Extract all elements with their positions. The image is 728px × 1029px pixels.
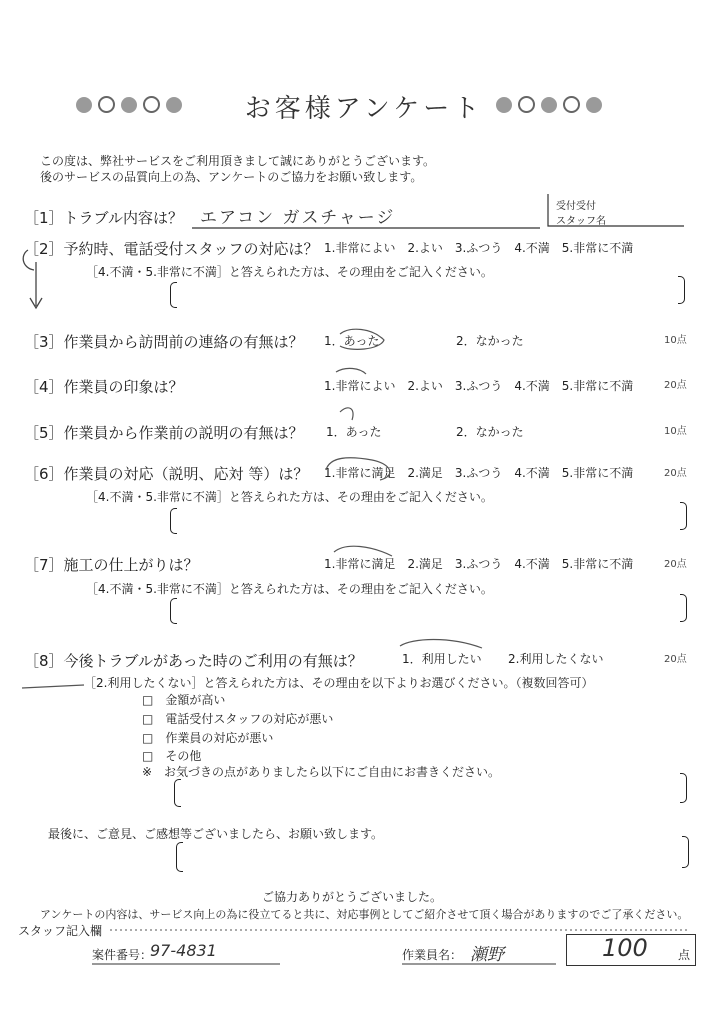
q2-check-mark bbox=[23, 250, 34, 270]
q8-label: ［8］今後トラブルがあった時のご利用の有無は？ bbox=[24, 652, 363, 670]
q6-points: 20点 bbox=[664, 468, 687, 479]
q7-note: ［4.不満・5.非常に不満］と答えられた方は、その理由をご記入ください。 bbox=[86, 582, 493, 596]
worker-name-label: 作業員名： bbox=[402, 948, 463, 962]
staff-column-label: スタッフ記入欄 bbox=[18, 924, 103, 938]
q8-selection-mark bbox=[400, 640, 482, 649]
q8-choice-phone-staff[interactable]: □ 電話受付スタッフの対応が悪い bbox=[142, 712, 334, 726]
q6-note: ［4.不満・5.非常に不満］と答えられた方は、その理由をご記入ください。 bbox=[86, 490, 493, 504]
q3-option-2: 2．なかった bbox=[456, 334, 524, 348]
staff-box-label-1: 受付受付 bbox=[556, 201, 596, 212]
intro-line-2: 後のサービスの品質向上の為、アンケートのご協力をお願い致します。 bbox=[40, 170, 423, 184]
final-comment-prompt: 最後に、ご意見、ご感想等ございましたら、お願い致します。 bbox=[48, 827, 384, 841]
q3-selection-circle bbox=[340, 329, 384, 349]
q6-selection-circle bbox=[326, 458, 390, 480]
q3-option-1: 1．あった bbox=[324, 334, 380, 348]
q5-selection-mark bbox=[340, 408, 353, 420]
q2-label: ［2］予約時、電話受付スタッフの対応は？ bbox=[24, 240, 319, 258]
staff-box-label-2: スタッフ名 bbox=[556, 216, 606, 227]
q7-points: 20点 bbox=[664, 559, 687, 570]
q8-stroke bbox=[22, 685, 84, 688]
q5-option-1: 1．あった bbox=[326, 425, 382, 439]
q7-options: 1.非常に満足 2.満足 3.ふつう 4.不満 5.非常に不満 bbox=[324, 557, 634, 571]
q3-label: ［3］作業員から訪問前の連絡の有無は？ bbox=[24, 333, 304, 351]
q5-points: 10点 bbox=[664, 426, 687, 437]
score-value: 100 bbox=[602, 934, 648, 962]
thanks-text: ご協力ありがとうございました。 bbox=[262, 890, 443, 904]
worker-name-value: 瀬野 bbox=[470, 945, 504, 965]
q2-note: ［4.不満・5.非常に不満］と答えられた方は、その理由をご記入ください。 bbox=[86, 265, 493, 279]
q8-option-1: 1．利用したい bbox=[402, 652, 482, 666]
q2-options: 1.非常によい 2.よい 3.ふつう 4.不満 5.非常に不満 bbox=[324, 241, 634, 255]
intro-line-1: この度は、弊社サービスをご利用頂きまして誠にありがとうございます。 bbox=[40, 154, 436, 168]
q6-options: 1.非常に満足 2.満足 3.ふつう 4.不満 5.非常に不満 bbox=[324, 466, 634, 480]
q8-option-2: 2.利用したくない bbox=[508, 652, 604, 666]
q8-choice-worker[interactable]: □ 作業員の対応が悪い bbox=[142, 731, 274, 745]
staff-box-border bbox=[548, 194, 684, 226]
q5-option-2: 2．なかった bbox=[456, 425, 524, 439]
q8-points: 20点 bbox=[664, 654, 687, 665]
q5-label: ［5］作業員から作業前の説明の有無は？ bbox=[24, 424, 304, 442]
q6-label: ［6］作業員の対応（説明、応対 等）は？ bbox=[24, 465, 309, 483]
q4-points: 20点 bbox=[664, 380, 687, 391]
q3-points: 10点 bbox=[664, 335, 687, 346]
q1-answer: エアコン ガスチャージ bbox=[200, 208, 396, 228]
page-title: お客様アンケート bbox=[244, 94, 484, 124]
q7-selection-mark bbox=[334, 546, 392, 556]
q8-choice-price[interactable]: □ 金額が高い bbox=[142, 693, 226, 707]
q4-options: 1.非常によい 2.よい 3.ふつう 4.不満 5.非常に不満 bbox=[324, 379, 634, 393]
q8-free-comment-note: ※ お気づきの点がありましたら以下にご自由にお書きください。 bbox=[142, 765, 501, 779]
score-unit: 点 bbox=[678, 948, 691, 962]
q4-label: ［4］作業員の印象は？ bbox=[24, 378, 184, 396]
footer-notice: アンケートの内容は、サービス向上の為に役立てると共に、対応事例としてご紹介させて頂く場合がありますのでご了承ください。 bbox=[40, 908, 689, 921]
q8-choice-other[interactable]: □ その他 bbox=[142, 749, 202, 763]
q8-note: ［2.利用したくない］と答えられた方は、その理由を以下よりお選びください。（複数回答可） bbox=[84, 676, 594, 690]
q4-selection-mark bbox=[336, 368, 366, 374]
q7-label: ［7］施工の仕上がりは？ bbox=[24, 556, 199, 574]
case-number-label: 案件番号： bbox=[92, 948, 153, 962]
case-number-value: 97-4831 bbox=[150, 941, 217, 960]
q1-label: ［1］トラブル内容は？ bbox=[24, 209, 183, 227]
